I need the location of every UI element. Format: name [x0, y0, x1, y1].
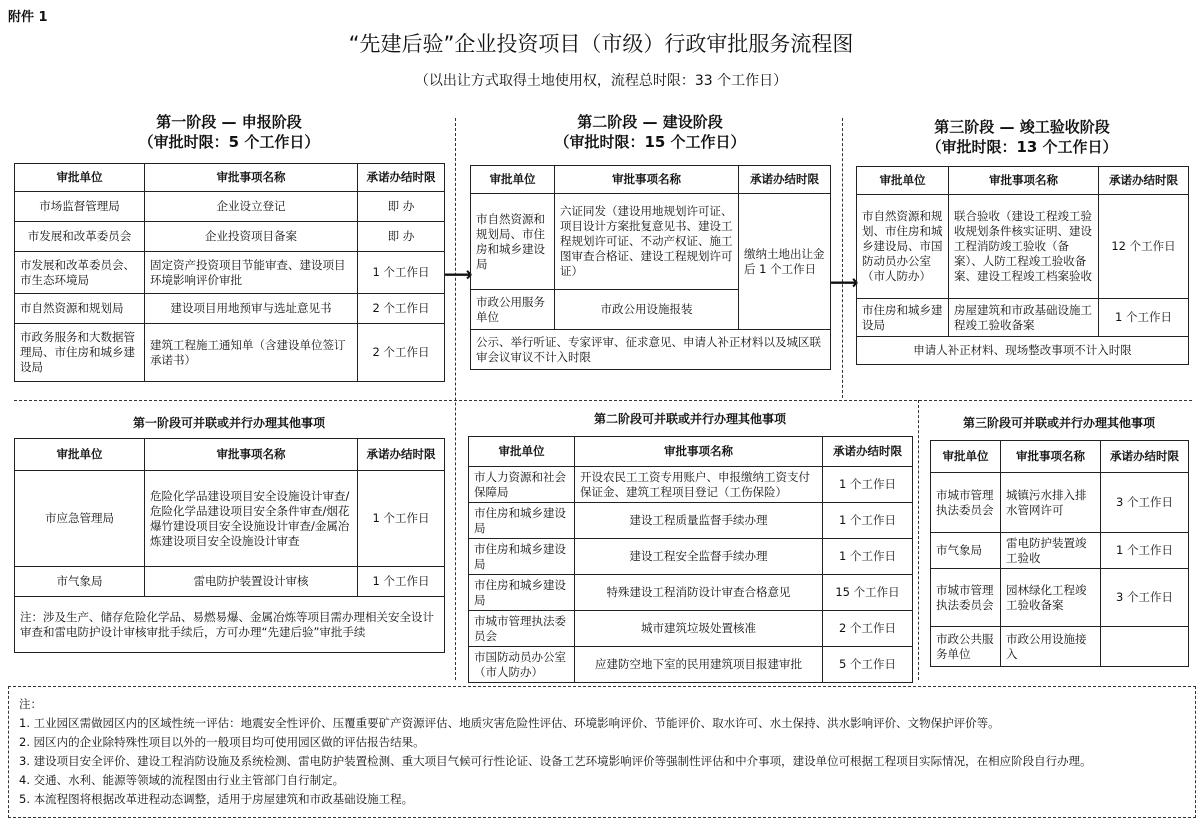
header-limit: 承诺办结时限 [823, 437, 913, 467]
cell-item: 市政公用设施报装 [555, 290, 739, 330]
cell-item: 固定资产投资项目节能审查、建设项目环境影响评价审批 [145, 252, 358, 294]
cell-unit: 市气象局 [15, 567, 145, 597]
cell-item: 建设工程安全监督手续办理 [575, 539, 823, 575]
table-row [931, 627, 1189, 667]
cell-item: 建筑工程施工通知单（含建设单位签订承诺书） [145, 324, 358, 382]
parallel3-table [930, 440, 1189, 667]
table-row [931, 473, 1189, 533]
cell-limit: 5 个工作日 [823, 647, 913, 683]
cell-limit: 1 个工作日 [358, 252, 445, 294]
cell-item: 建设项目用地预审与选址意见书 [145, 294, 358, 324]
note-item: 3. 建设项目安全评价、建设工程消防设施及系统检测、雷电防护装置检测、重大项目气候可行性论证、设备工艺环境影响评价等强制性评估和中介事项，建设单位可根据工程项目实际情况，在相应阶段自行办理。 [19, 754, 1092, 768]
cell-limit: 1 个工作日 [1101, 533, 1189, 569]
header-unit: 审批单位 [471, 166, 555, 194]
table-row [15, 222, 445, 252]
table-row [15, 192, 445, 222]
header-limit: 承诺办结时限 [358, 164, 445, 192]
stage3-heading [856, 117, 1188, 157]
parallel2-table [468, 436, 913, 683]
cell-limit: 即 办 [358, 222, 445, 252]
cell-unit: 市政公用服务单位 [471, 290, 555, 330]
cell-unit: 市城市管理执法委员会 [931, 569, 1001, 627]
header-item: 审批事项名称 [575, 437, 823, 467]
table-row [471, 194, 831, 290]
arrow-right-icon: ⟶ [830, 270, 859, 294]
cell-limit: 1 个工作日 [823, 539, 913, 575]
table-row [469, 467, 913, 503]
cell-limit: 2 个工作日 [823, 611, 913, 647]
cell-limit: 即 办 [358, 192, 445, 222]
cell-unit: 市发展和改革委员会 [15, 222, 145, 252]
cell-limit: 1 个工作日 [358, 567, 445, 597]
annex-label: 附件 1 [8, 10, 48, 25]
note-item: 2. 园区内的企业除特殊性项目以外的一般项目均可使用园区做的评估报告结果。 [19, 735, 425, 749]
stage3-title: 第三阶段 — 竣工验收阶段 [934, 118, 1110, 136]
cell-unit: 市住房和城乡建设局 [469, 503, 575, 539]
cell-item: 城市建筑垃圾处置核准 [575, 611, 823, 647]
header-limit: 承诺办结时限 [1099, 167, 1189, 195]
table-row [15, 597, 445, 653]
cell-unit: 市发展和改革委员会、市生态环境局 [15, 252, 145, 294]
parallel1-note: 注：涉及生产、储存危险化学品、易燃易爆、金属冶炼等项目需办理相关安全设计审查和雷电防护设计审核审批手续后，方可办理“先建后验”审批手续 [15, 597, 445, 653]
parallel1-table [14, 438, 445, 653]
parallel2-title: 第二阶段可并联或并行办理其他事项 [593, 412, 786, 426]
table-row [15, 294, 445, 324]
arrow-right-icon: ⟶ [444, 262, 473, 286]
table-row [857, 337, 1189, 365]
stage2-table [470, 165, 831, 370]
header-item: 审批事项名称 [555, 166, 739, 194]
cell-limit: 2 个工作日 [358, 324, 445, 382]
stage2-title: 第二阶段 — 建设阶段 [577, 113, 723, 131]
page-title: “先建后验”企业投资项目（市级）行政审批服务流程图 [348, 32, 854, 56]
cell-unit: 市城市管理执法委员会 [931, 473, 1001, 533]
cell-item: 城镇污水排入排水管网许可 [1001, 473, 1101, 533]
stage1-table [14, 163, 445, 382]
cell-item: 特殊建设工程消防设计审查合格意见 [575, 575, 823, 611]
cell-item: 六证同发（建设用地规划许可证、项目设计方案批复意见书、建设工程规划许可证、不动产权证、施工图审查合格证、建设工程规划许可证） [555, 194, 739, 290]
table-row [469, 575, 913, 611]
cell-unit: 市住房和城乡建设局 [469, 575, 575, 611]
header-item: 审批事项名称 [949, 167, 1099, 195]
cell-unit: 市自然资源和规划局、市住房和城乡建设局 [471, 194, 555, 290]
table-row [931, 569, 1189, 627]
cell-item: 企业投资项目备案 [145, 222, 358, 252]
cell-unit: 市场监督管理局 [15, 192, 145, 222]
header-limit: 承诺办结时限 [739, 166, 831, 194]
header-item: 审批事项名称 [145, 439, 358, 471]
cell-item: 雷电防护装置设计审核 [145, 567, 358, 597]
cell-item: 危险化学品建设项目安全设施设计审查/危险化学品建设项目安全条件审查/烟花爆竹建设项目安全设施设计审查/金属冶炼建设项目安全设施设计审查 [145, 471, 358, 567]
header-item: 审批事项名称 [145, 164, 358, 192]
stage3-note: 申请人补正材料、现场整改事项不计入时限 [857, 337, 1189, 365]
cell-unit: 市国防动员办公室（市人防办） [469, 647, 575, 683]
cell-limit: 1 个工作日 [823, 503, 913, 539]
cell-item: 房屋建筑和市政基础设施工程竣工验收备案 [949, 299, 1099, 337]
cell-unit: 市住房和城乡建设局 [469, 539, 575, 575]
cell-item: 开设农民工工资专用账户、申报缴纳工资支付保证金、建筑工程项目登记（工伤保险） [575, 467, 823, 503]
cell-item: 企业设立登记 [145, 192, 358, 222]
parallel1-title: 第一阶段可并联或并行办理其他事项 [132, 416, 325, 430]
cell-limit: 2 个工作日 [358, 294, 445, 324]
cell-unit: 市政公共服务单位 [931, 627, 1001, 667]
divider-vertical-1 [455, 118, 456, 680]
stage3-table [856, 166, 1189, 365]
cell-unit: 市住房和城乡建设局 [857, 299, 949, 337]
notes-label: 注： [19, 697, 42, 711]
cell-limit [1101, 627, 1189, 667]
cell-item: 建设工程质量监督手续办理 [575, 503, 823, 539]
stage1-limit: （审批时限：5 个工作日） [138, 133, 320, 151]
note-item: 1. 工业园区需做园区内的区域性统一评估：地震安全性评价、压覆重要矿产资源评估、地质灾害危险性评估、环境影响评价、节能评价、取水许可、水土保持、洪水影响评价、文物保护评价等。 [19, 716, 1000, 730]
cell-item: 应建防空地下室的民用建筑项目报建审批 [575, 647, 823, 683]
cell-limit: 1 个工作日 [823, 467, 913, 503]
divider-horizontal [14, 400, 1192, 401]
stage1-title: 第一阶段 — 申报阶段 [156, 113, 302, 131]
cell-limit: 缴纳土地出让金后 1 个工作日 [739, 194, 831, 330]
table-row [469, 647, 913, 683]
header-limit: 承诺办结时限 [358, 439, 445, 471]
cell-unit: 市人力资源和社会保障局 [469, 467, 575, 503]
cell-unit: 市气象局 [931, 533, 1001, 569]
cell-limit: 15 个工作日 [823, 575, 913, 611]
table-row [931, 533, 1189, 569]
cell-limit: 1 个工作日 [1099, 299, 1189, 337]
stage2-heading [470, 112, 830, 152]
header-unit: 审批单位 [15, 164, 145, 192]
divider-vertical-2 [842, 118, 843, 398]
table-row [15, 252, 445, 294]
table-row [15, 324, 445, 382]
cell-unit: 市自然资源和规划局 [15, 294, 145, 324]
table-row [15, 567, 445, 597]
header-unit: 审批单位 [15, 439, 145, 471]
header-unit: 审批单位 [469, 437, 575, 467]
cell-item: 市政公用设施接入 [1001, 627, 1101, 667]
divider-vertical-3 [918, 400, 919, 680]
stage3-limit: （审批时限：13 个工作日） [926, 138, 1118, 156]
cell-limit: 12 个工作日 [1099, 195, 1189, 299]
cell-unit: 市政务服务和大数据管理局、市住房和城乡建设局 [15, 324, 145, 382]
stage2-note: 公示、举行听证、专家评审、征求意见、申请人补正材料以及城区联审会议审议不计入时限 [471, 330, 831, 370]
header-unit: 审批单位 [857, 167, 949, 195]
cell-limit: 3 个工作日 [1101, 569, 1189, 627]
parallel3-title: 第三阶段可并联或并行办理其他事项 [962, 416, 1155, 430]
stage1-heading [14, 112, 444, 152]
header-item: 审批事项名称 [1001, 441, 1101, 473]
notes-box [8, 686, 1196, 818]
page-subtitle: （以出让方式取得土地使用权，流程总时限：33 个工作日） [414, 73, 788, 89]
table-row [15, 471, 445, 567]
table-row [469, 611, 913, 647]
note-item: 5. 本流程图将根据改革进程动态调整，适用于房屋建筑和市政基础设施工程。 [19, 792, 414, 806]
cell-limit: 3 个工作日 [1101, 473, 1189, 533]
note-item: 4. 交通、水利、能源等领域的流程图由行业主管部门自行制定。 [19, 773, 345, 787]
header-unit: 审批单位 [931, 441, 1001, 473]
table-row [471, 330, 831, 370]
cell-unit: 市自然资源和规划、市住房和城乡建设局、市国防动员办公室（市人防办） [857, 195, 949, 299]
table-row [857, 299, 1189, 337]
cell-item: 联合验收（建设工程竣工验收规划条件核实证明、建设工程消防竣工验收（备案）、人防工程竣工验收备案、建设工程竣工档案验收 [949, 195, 1099, 299]
cell-unit: 市城市管理执法委员会 [469, 611, 575, 647]
table-row [469, 539, 913, 575]
header-limit: 承诺办结时限 [1101, 441, 1189, 473]
cell-limit: 1 个工作日 [358, 471, 445, 567]
cell-unit: 市应急管理局 [15, 471, 145, 567]
cell-item: 园林绿化工程竣工验收备案 [1001, 569, 1101, 627]
table-row [469, 503, 913, 539]
stage2-limit: （审批时限：15 个工作日） [554, 133, 746, 151]
table-row [857, 195, 1189, 299]
cell-item: 雷电防护装置竣工验收 [1001, 533, 1101, 569]
